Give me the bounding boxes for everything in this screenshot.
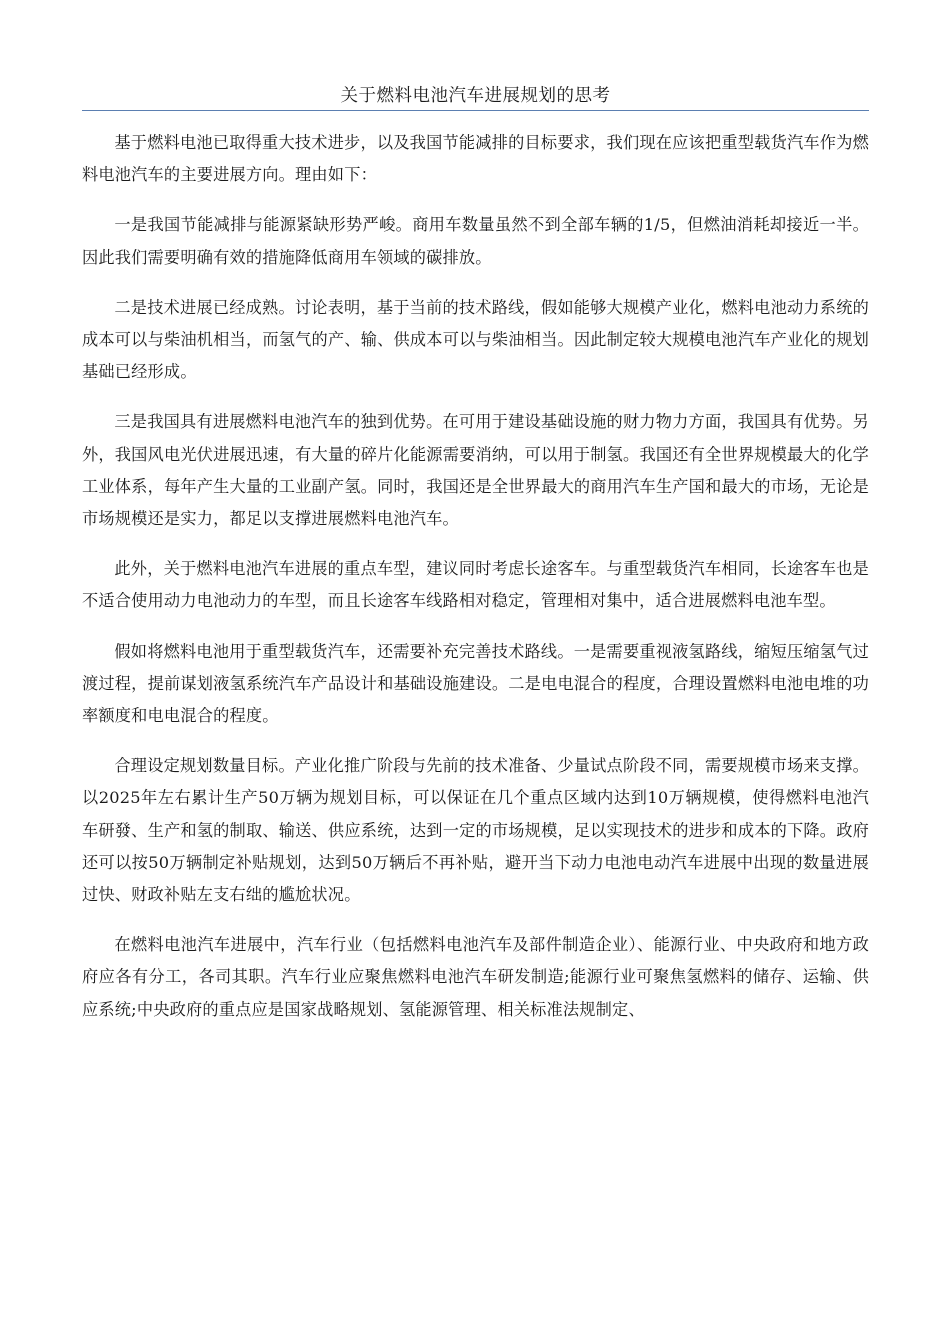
page-title: 关于燃料电池汽车进展规划的思考 [340, 86, 611, 106]
paragraph-7: 合理设定规划数量目标。产业化推广阶段与先前的技术准备、少量试点阶段不同，需要规模市场来支撑。以2025年左右累计生产50万辆为规划目标，可以保证在几个重点区域内达到10万辆规模，使得燃料电池汽车研發、生产和氢的制取、输送、供应系统，达到一定的市场规模，足以实现技术的进步和成本的下降。政府还可以按50万辆制定补贴规划，达到50万辆后不再补贴，避开当下动力电池电动汽车进展中出现的数量进展过快、财政补贴左支右绌的尴尬状况。 [82, 756, 869, 905]
paragraph-1: 基于燃料电池已取得重大技术进步，以及我国节能减排的目标要求，我们现在应该把重型载货汽车作为燃料电池汽车的主要进展方向。理由如下： [82, 133, 869, 185]
title-divider [82, 110, 869, 111]
paragraph-2: 一是我国节能减排与能源紧缺形势严峻。商用车数量虽然不到全部车辆的1/5，但燃油消耗却接近一半。因此我们需要明确有效的措施降低商用车领域的碳排放。 [82, 215, 869, 267]
document-page [82, 0, 869, 1344]
paragraph-8: 在燃料电池汽车进展中，汽车行业（包括燃料电池汽车及部件制造企业）、能源行业、中央政府和地方政府应各有分工，各司其职。汽车行业应聚焦燃料电池汽车研发制造;能源行业可聚焦氢燃料的储存、运输、供应系统;中央政府的重点应是国家战略规划、氢能源管理、相关标准法规制定、 [82, 935, 869, 1019]
paragraph-4: 三是我国具有进展燃料电池汽车的独到优势。在可用于建设基础设施的财力物力方面，我国具有优势。另外，我国风电光伏进展迅速，有大量的碎片化能源需要消纳，可以用于制氢。我国还有全世界规模最大的化学工业体系，每年产生大量的工业副产氢。同时，我国还是全世界最大的商用汽车生产国和最大的市场，无论是市场规模还是实力，都足以支撑进展燃料电池汽车。 [82, 412, 869, 529]
paragraph-5: 此外，关于燃料电池汽车进展的重点车型，建议同时考虑长途客车。与重型载货汽车相同，长途客车也是不适合使用动力电池动力的车型，而且长途客车线路相对稳定，管理相对集中，适合进展燃料电池车型。 [82, 559, 869, 611]
paragraph-3: 二是技术进展已经成熟。讨论表明，基于当前的技术路线，假如能够大规模产业化，燃料电池动力系统的成本可以与柴油机相当，而氢气的产、输、供成本可以与柴油相当。因此制定较大规模电池汽车产业化的规划基础已经形成。 [82, 297, 869, 382]
paragraph-6: 假如将燃料电池用于重型载货汽车，还需要补充完善技术路线。一是需要重视液氢路线，缩短压缩氢气过渡过程，提前谋划液氢系统汽车产品设计和基础设施建设。二是电电混合的程度，合理设置燃料电池电堆的功率额度和电电混合的程度。 [82, 641, 869, 726]
